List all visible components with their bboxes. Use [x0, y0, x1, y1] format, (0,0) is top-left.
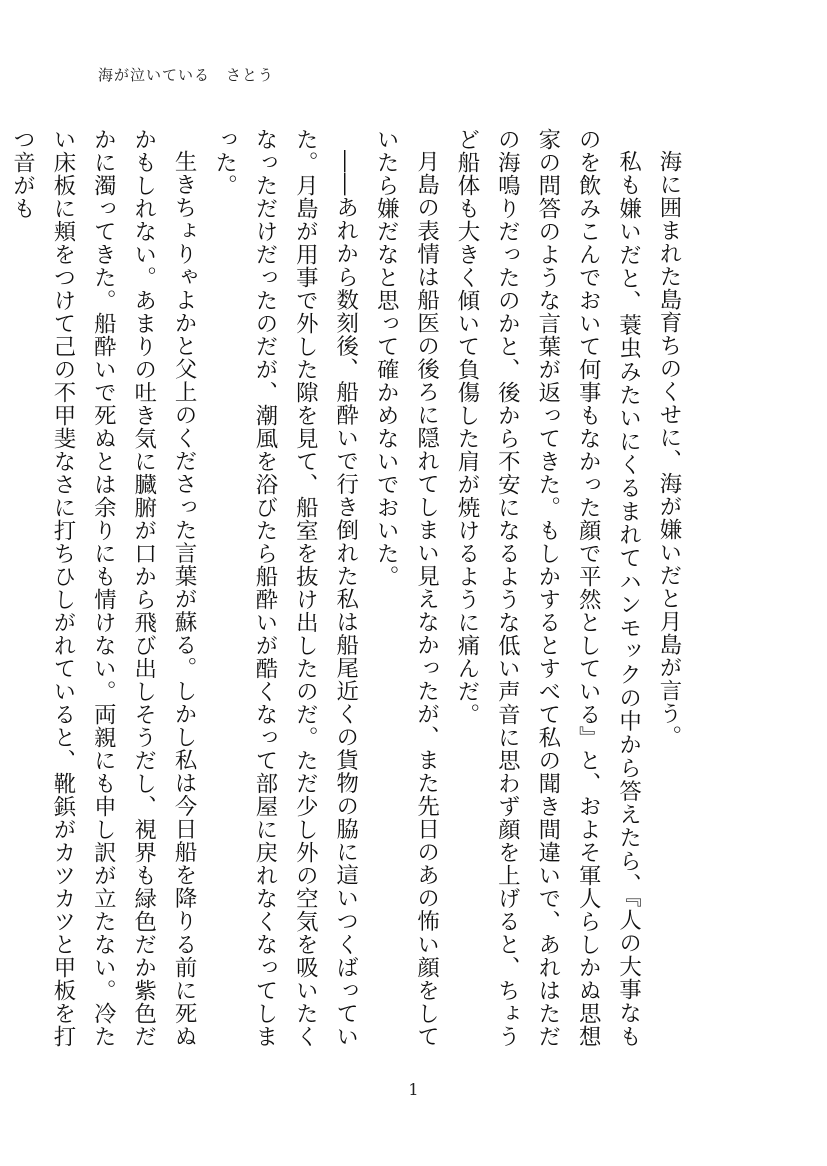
page-number: 1 — [408, 1080, 419, 1099]
running-header: 海が泣いている さとう — [98, 66, 275, 84]
paragraph: 海に囲まれた島育ちのくせに、海が嫌いだと月島が言う。 — [656, 150, 682, 749]
vertical-body-text — [2, 128, 689, 1048]
paragraph: 月島の表情は船医の後ろに隠れてしまい見えなかったが、また先日のあの怖い顔をしていたら嫌だなと思って確かめないでおいた。 — [373, 128, 440, 1048]
paragraph: ――あれから数刻後、船酔いで行き倒れた私は船尾近くの貨物の脇に這いつくばっていた。月島が用事で外した隙を見て、船室を抜け出したのだ。ただ少し外の空気を吸いたくなっただけだったのだが、潮風を浴びたら船酔いが酷くなって部屋に戻れなくなってしまった。 — [211, 128, 359, 1048]
paragraph: 生きちょりゃよかと父上のくださった言葉が蘇る。しかし私は今日船を降りる前に死ぬかもしれない。あまりの吐き気に臓腑が口から飛び出しそうだし、視界も緑色だか紫色だかに濁ってきた。船酔いで死ぬとは余りにも情けない。両親にも申し訳が立たない。冷たい床板に頬をつけて己の不甲斐なさに打ちひしがれていると、靴鋲がカツカツと甲板を打つ音がも — [9, 128, 198, 1048]
paragraph: 私も嫌いだと、蓑虫みたいにくるまれてハンモックの中から答えたら、『人の大事なものを飲みこんでおいて何事もなかった顔で平然としている』と、およそ軍人らしかぬ思想家の問答のような言葉が返ってきた。もしかするとすべて私の聞き間違いで、あれはただの海鳴りだったのかと、後から不安になるような低い声音に思わず顔を上げると、ちょうど船体も大きく傾いて負傷した肩が焼けるように痛んだ。 — [453, 128, 642, 1048]
